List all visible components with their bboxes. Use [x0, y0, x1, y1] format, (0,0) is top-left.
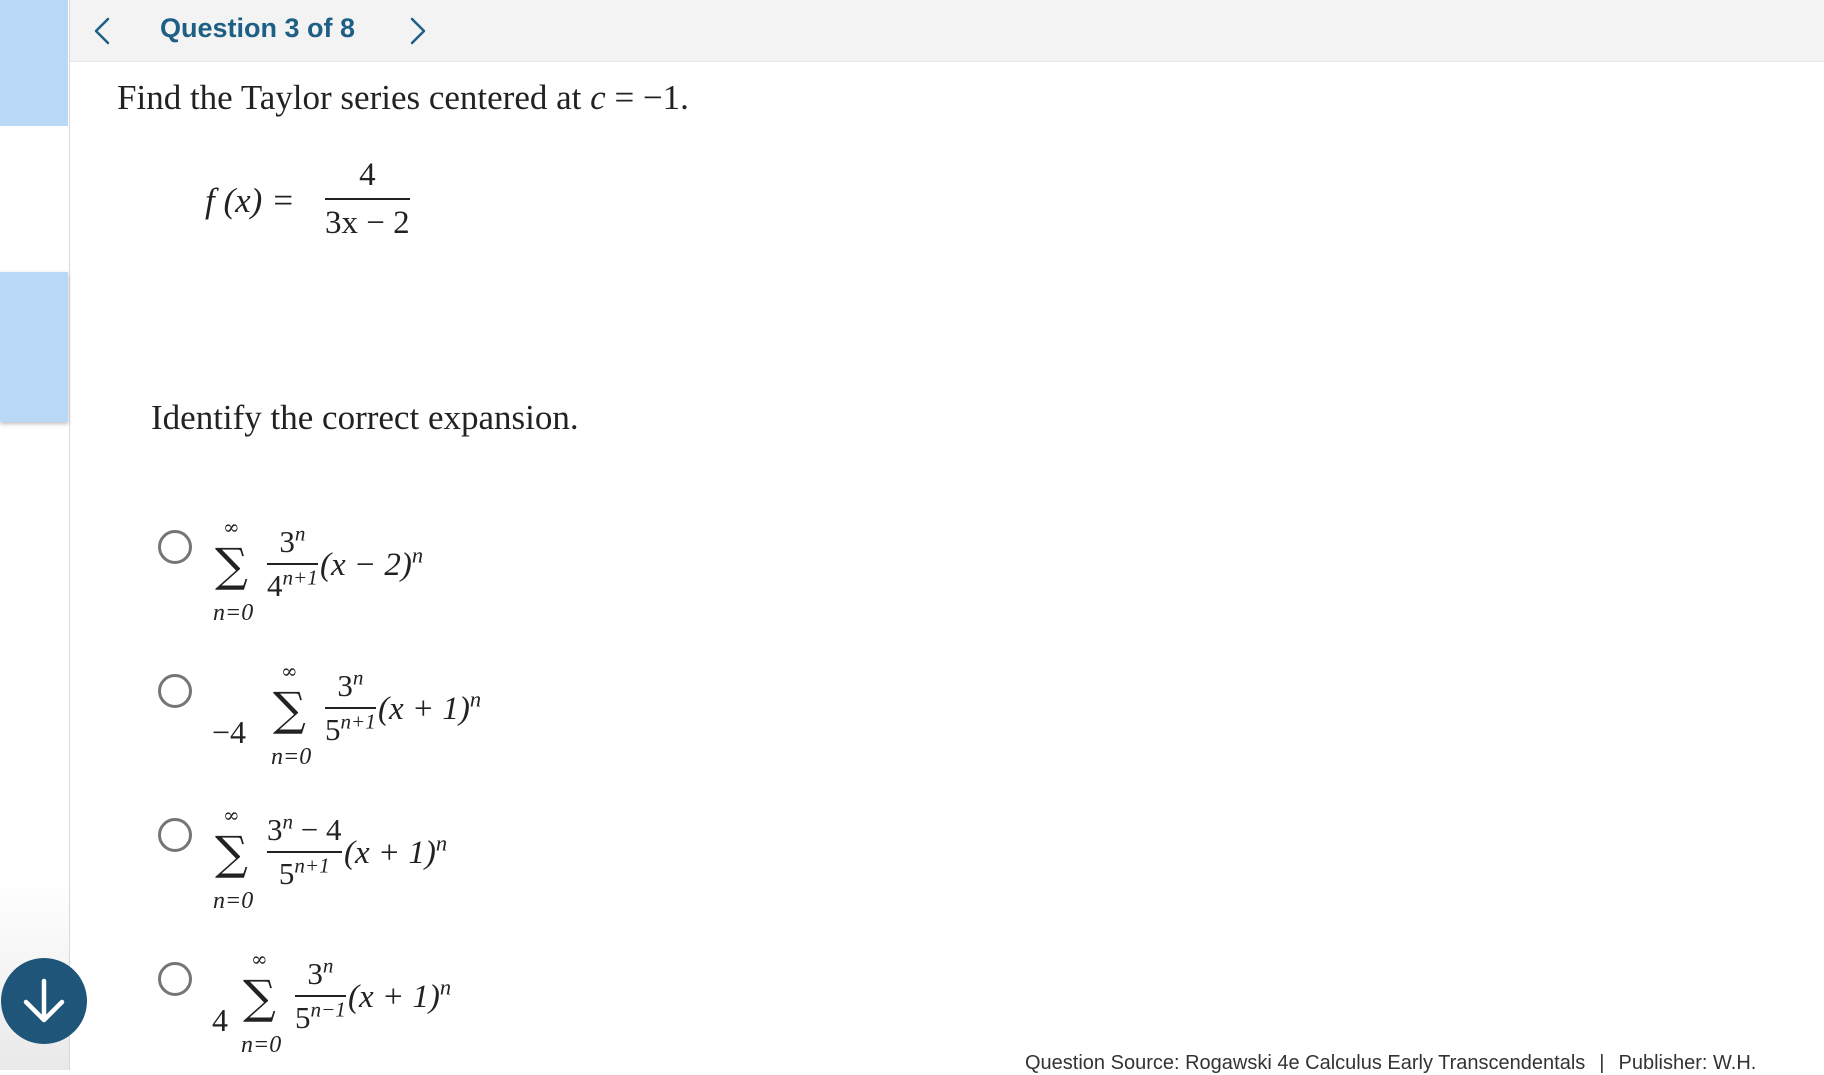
question-counter: Question 3 of 8: [160, 13, 356, 43]
choice-denominator: $5^{n+1}$: [325, 709, 376, 747]
choice-radio[interactable]: [158, 818, 192, 852]
answer-choice[interactable]: [155, 515, 675, 640]
answer-choice[interactable]: [155, 659, 675, 784]
choice-radio[interactable]: [158, 530, 192, 564]
choice-fraction: [295, 953, 346, 1036]
choice-term: $(x + 1)^n$: [378, 686, 482, 727]
publisher-text: Publisher: W.H.: [1618, 1052, 1757, 1074]
choice-denominator: $4^{n+1}$: [267, 565, 318, 603]
sum-upper-limit: ∞: [223, 803, 240, 827]
choice-term: $(x + 1)^n$: [344, 830, 448, 871]
answer-choice[interactable]: [155, 803, 675, 928]
function-denominator: 3x − 2: [325, 205, 410, 241]
footer-separator: |: [1599, 1052, 1605, 1074]
sum-lower-limit: n=0: [213, 600, 254, 626]
choice-radio[interactable]: [158, 962, 192, 996]
question-source: [1025, 1052, 1756, 1075]
choice-numerator: 3$^n$: [337, 665, 364, 703]
summation-icon: ∑: [215, 538, 248, 592]
choice-radio[interactable]: [158, 674, 192, 708]
sum-lower-limit: n=0: [241, 1032, 282, 1058]
prompt-start: Find the Taylor series centered at: [117, 78, 591, 117]
choice-denominator: $5^{n+1}$: [278, 853, 330, 891]
choice-fraction: [267, 521, 318, 604]
rail-tab[interactable]: [0, 272, 68, 422]
rail-tab-active[interactable]: [0, 0, 68, 126]
question-prompt: [117, 78, 689, 118]
choice-coefficient: −4: [212, 714, 247, 750]
sum-upper-limit: ∞: [281, 659, 298, 683]
choice-numerator: $3^n - 4$: [267, 809, 342, 847]
function-fraction: [325, 155, 410, 243]
prompt-end: = −1.: [605, 78, 689, 117]
arrow-down-icon: [18, 975, 70, 1027]
choice-denominator: $5^{n-1}$: [295, 997, 346, 1035]
chevron-left-icon: [88, 14, 118, 48]
function-definition: [205, 155, 445, 255]
function-lhs: f (x) =: [205, 181, 295, 220]
choice-numerator: 3$^n$: [279, 521, 306, 559]
choice-term: $(x - 2)^n$: [320, 542, 424, 583]
choice-term: $(x + 1)^n$: [348, 974, 452, 1015]
summation-icon: ∑: [273, 682, 306, 736]
summation-icon: ∑: [243, 970, 276, 1024]
answer-choice[interactable]: [155, 947, 675, 1072]
choice-numerator: 3$^n$: [307, 953, 334, 991]
question-nav-bar: [70, 0, 1824, 62]
previous-question-button[interactable]: [88, 14, 118, 48]
sum-upper-limit: ∞: [223, 515, 240, 539]
source-text: Question Source: Rogawski 4e Calculus Early Transcendentals: [1025, 1052, 1586, 1074]
left-rail: [0, 0, 70, 1070]
prompt-variable: c: [590, 78, 606, 117]
chevron-right-icon: [402, 14, 432, 48]
choice-fraction: [267, 809, 342, 892]
summation-icon: ∑: [215, 826, 248, 880]
choice-fraction: [325, 665, 376, 748]
next-question-button[interactable]: [402, 14, 432, 48]
sum-lower-limit: n=0: [213, 888, 254, 914]
scroll-down-button[interactable]: [1, 958, 87, 1044]
choice-coefficient: 4: [212, 1002, 228, 1038]
fraction-bar: [325, 198, 410, 200]
sum-lower-limit: n=0: [271, 744, 312, 770]
sum-upper-limit: ∞: [251, 947, 268, 971]
instruction-text: Identify the correct expansion.: [151, 398, 579, 437]
function-numerator: 4: [359, 157, 376, 193]
